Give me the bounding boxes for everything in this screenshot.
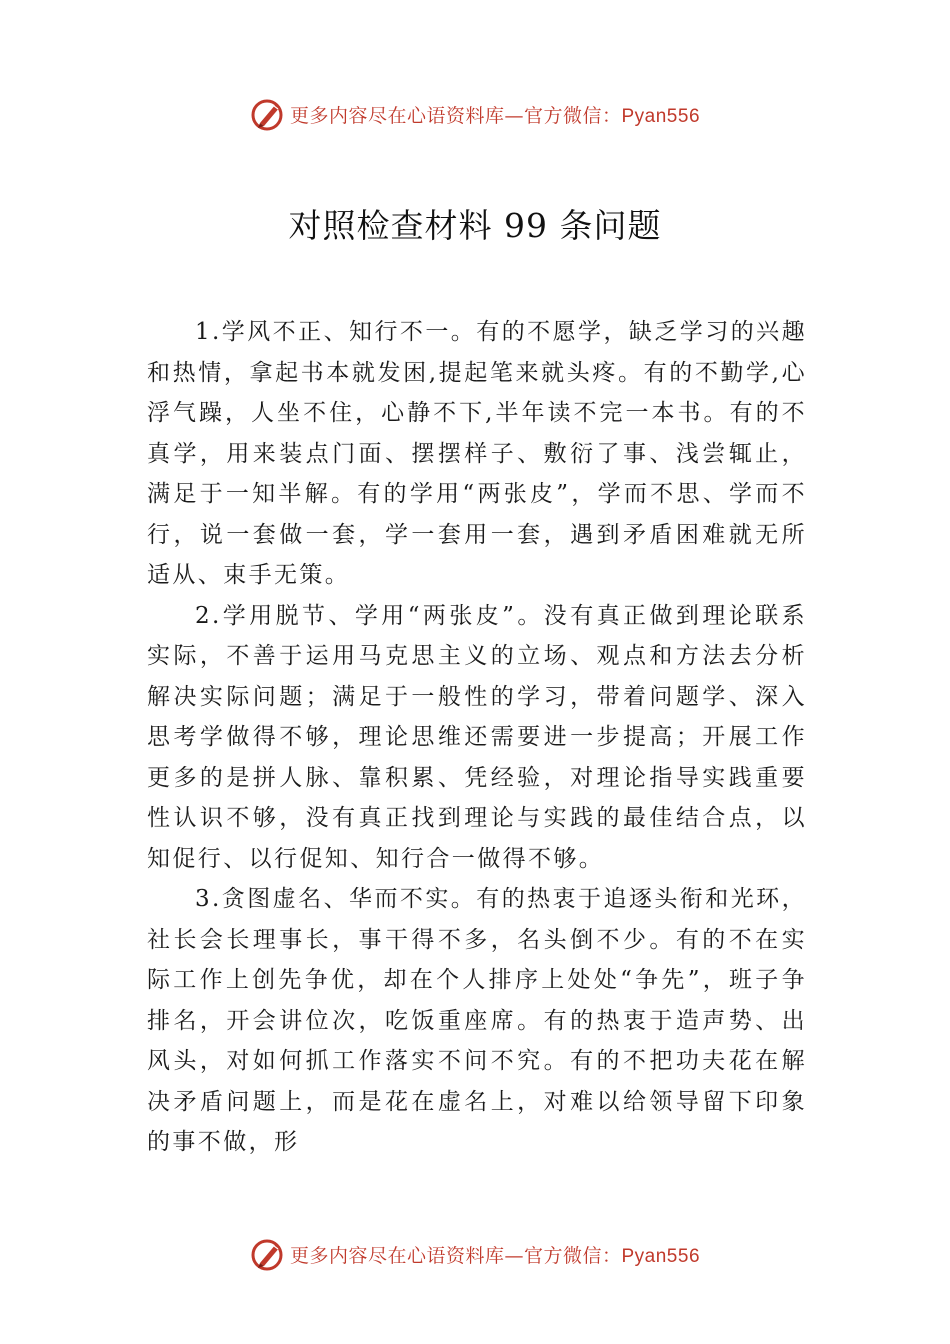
document-title: 对照检查材料 99 条问题 bbox=[288, 206, 662, 245]
paragraph-3: 3.贪图虚名、华而不实。有的热衷于追逐头衔和光环，社长会长理事长，事干得不多，名头倒不少。有的不在实际工作上创先争优，却在个人排序上处处“争先”，班子争排名，开会讲位次，吃饭重座席。有的热衷于造声势、出风头，对如何抓工作落实不问不究。有的不把功夫花在解决矛盾问题上，而是花在虚名上，对难以给领导留下印象的事不做，形 bbox=[147, 886, 807, 1155]
footer-account: Pyan556 bbox=[621, 1245, 701, 1267]
footer-banner bbox=[0, 1234, 950, 1274]
header-brand-text: 更多内容尽在心语资料库—官方微信： bbox=[289, 104, 622, 127]
pen-logo-icon bbox=[250, 96, 286, 132]
paragraph-2: 2.学用脱节、学用“两张皮”。没有真正做到理论联系实际，不善于运用马克思主义的立场、观点和方法去分析解决实际问题；满足于一般性的学习，带着问题学、深入思考学做得不够，理论思维还需要进一步提高；开展工作更多的是拼人脉、靠积累、凭经验，对理论指导实践重要性认识不够，没有真正找到理论与实践的最佳结合点，以知促行、以行促知、知行合一做得不够。 bbox=[147, 602, 807, 872]
header-banner bbox=[0, 94, 950, 134]
footer-banner-text bbox=[290, 1241, 700, 1268]
footer-brand-text: 更多内容尽在心语资料库—官方微信： bbox=[289, 1244, 622, 1267]
header-account: Pyan556 bbox=[621, 105, 701, 127]
pen-logo-icon bbox=[250, 1236, 286, 1272]
header-banner-text bbox=[290, 101, 700, 128]
paragraph-1: 1.学风不正、知行不一。有的不愿学，缺乏学习的兴趣和热情，拿起书本就发困,提起笔来就头疼。有的不勤学,心浮气躁，人坐不住，心静不下,半年读不完一本书。有的不真学，用来装点门面、摆摆样子、敷衍了事、浅尝辄止，满足于一知半解。有的学用“两张皮”，学而不思、学而不行，说一套做一套，学一套用一套，遇到矛盾困难就无所适从、束手无策。 bbox=[147, 319, 807, 588]
document-body bbox=[147, 312, 807, 1163]
